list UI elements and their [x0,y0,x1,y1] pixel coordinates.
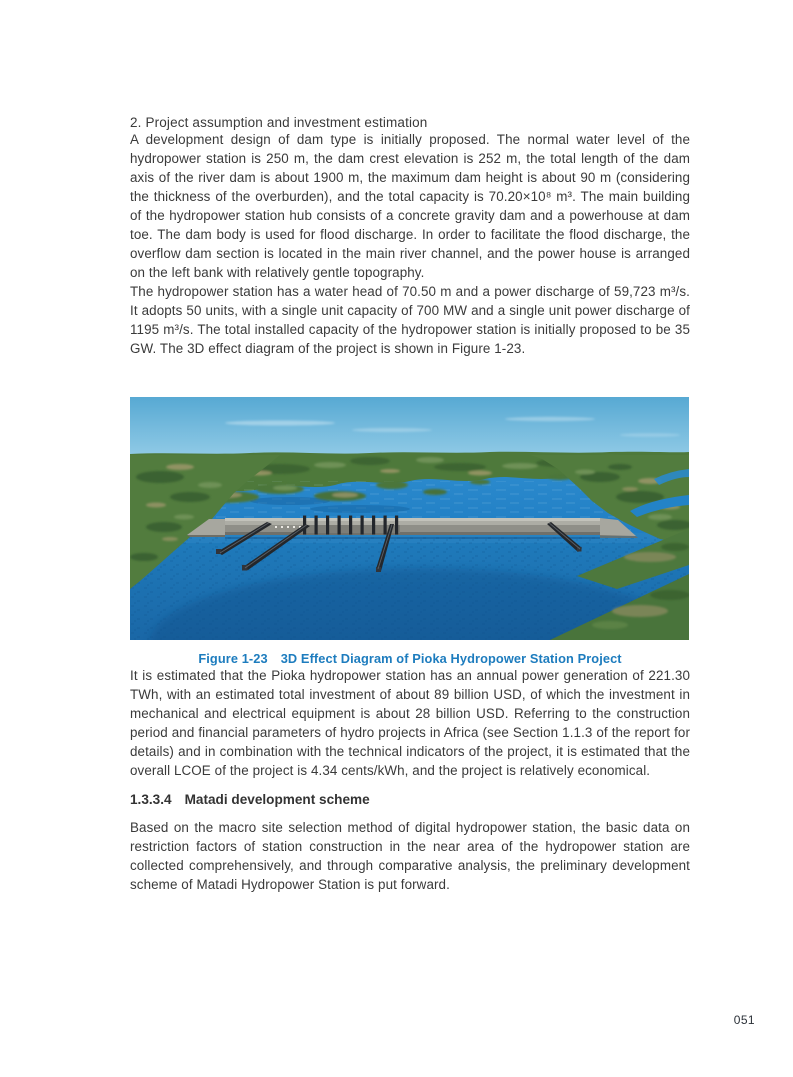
paragraph-investment-estimate: It is estimated that the Pioka hydropower station has an annual power generation of 221.30 TWh, with an estimated total investment of about 89 billion USD, of which the investment in mechanical and electrical equipment is about 28 billion USD. Referring to the construction period and financial parameters of hydro projects in Africa (see Section 1.1.3 of the report for details) and in combination with the technical indicators of the project, it is estimated that the overall LCOE of the project is 4.34 cents/kWh, and the project is relatively economical. [130,668,690,778]
subsection-title: Matadi development scheme [184,792,370,807]
paragraph-matadi-scheme: Based on the macro site selection method of digital hydropower station, the basic data on restriction factors of station construction in the near area of the hydropower station are collected comprehensively, and through comparative analysis, the preliminary development scheme of Matadi Hydropower Station is put forward. [130,820,690,893]
subsection-heading [130,792,690,807]
dam-3d-render-image [130,397,689,640]
page-number: 051 [733,1013,755,1027]
paragraph-dam-design: A development design of dam type is initially proposed. The normal water level of the hydropower station is 250 m, the dam crest elevation is 252 m, the total length of the dam axis of the river dam is about 1900 m, the maximum dam height is about 90 m (considering the thickness of the overburden), and the total capacity is 70.20×10⁸ m³. The main building of the hydropower station hub consists of a concrete gravity dam and a powerhouse at dam toe. The dam body is used for flood discharge. In order to facilitate the flood discharge, the overflow dam section is located in the main river channel, and the power house is arranged on the left bank with relatively gentle topography. [130,132,690,280]
subsection-number: 1.3.3.4 [130,792,172,807]
paragraph-station-parameters: The hydropower station has a water head of 70.50 m and a power discharge of 59,723 m³/s. It adopts 50 units, with a single unit capacity of 700 MW and a single unit power discharge of 1195 m³/s. The total installed capacity of the hydropower station is initially proposed to be 35 GW. The 3D effect diagram of the project is shown in Figure 1-23. [130,284,690,356]
figure-caption-title: 3D Effect Diagram of Pioka Hydropower Station Project [280,651,622,666]
figure-caption-label: Figure 1-23 [198,651,268,666]
figure-1-23 [130,397,690,666]
section-heading: 2. Project assumption and investment estimation [130,115,428,130]
page-content [130,0,690,894]
figure-caption [130,651,690,666]
